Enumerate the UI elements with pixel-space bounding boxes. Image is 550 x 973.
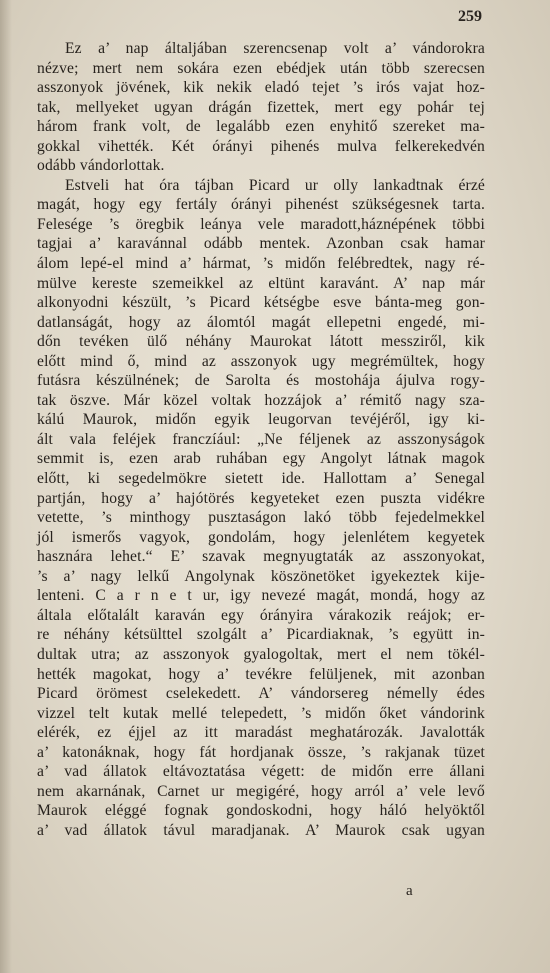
text-line: magát, hogy egy fertály órányi pihenést szükségesnek tarta. [37, 196, 485, 214]
text-line: a’ katonáknak, hogy fát hordjanak össze, ’s rakjanak tüzet [37, 743, 485, 761]
text-line: datlanságát, hogy az álomtól magát ellepetni engedé, mi- [37, 313, 485, 331]
text-line: Estveli hat óra tájban Picard ur olly lankadtnak érzé [65, 176, 485, 194]
text-line: kálú Maurok, midőn egyik leugorvan tevéjéről, igy ki- [37, 411, 485, 429]
text-line: elérék, ez éjjel az itt maradást meghatározák. Javalották [37, 724, 485, 742]
text-line: vetette, ’s minthogy pusztaságon lakó több fejedelmekkel [37, 509, 485, 527]
text-line: lenteni. C a r n e t ur, igy nevezé magát, mondá, hogy az [37, 587, 485, 605]
text-line: partján, hogy a’ hajótörés kegyeteket ezen puszta vidékre [37, 489, 485, 507]
text-line: odább vándorlottak. [37, 157, 165, 175]
body-text [37, 39, 485, 840]
text-line: dőn tevéken ülő néhány Maurokat látott messziről, kik [37, 333, 485, 351]
text-line: jól ismerős vagyok, gondolám, hogy jelenlétem kegyetek [37, 528, 485, 546]
text-line: nézve; mert nem sokára ezen ebédjek után több szerecsen [37, 59, 485, 77]
text-line: vizzel telt kutak mellé telepedett, ’s midőn őket vándorink [37, 704, 485, 722]
text-line: dultak utra; az asszonyok gyalogoltak, mert el nem tökél- [37, 645, 485, 663]
text-line: Maurok eléggé fognak gondoskodni, hogy háló helyöktől [37, 802, 485, 820]
text-line: tak öszve. Már közel voltak hozzájok a’ rémitő nagy sza- [37, 391, 485, 409]
text-line: álom lepé-el mind a’ hármat, ’s midőn felébredtek, nagy ré- [37, 255, 485, 273]
text-line: mülve kereste szemeikkel az eltünt karavánt. A’ nap már [37, 274, 485, 292]
text-line: Picard örömest cselekedett. A’ vándorsereg némelly édes [37, 685, 485, 703]
text-line: semmit is, ezen arab ruhában egy Angolyt látnak magok [37, 450, 485, 468]
text-line: általa előtalált karaván egy órányira várakozik reájok; er- [37, 606, 485, 624]
text-line: a’ vad állatok eltávoztatása végett: de midőn erre állani [37, 763, 485, 781]
text-line: Ez a’ nap általjában szerencsenap volt a’ vándorokra [65, 40, 485, 57]
text-line: nem akarnának, Carnet ur megigéré, hogy arról a’ vele levő [37, 782, 485, 800]
text-line: három frank volt, de legalább ezen enyhitő szereket ma- [37, 118, 485, 136]
text-line: tak, mellyeket ugyan drágán fizettek, mert egy pohár tej [37, 98, 485, 116]
text-line: előtt mind ő, mind az asszonyok ugy megrémültek, hogy [37, 352, 485, 370]
text-line: tagjai a’ karavánnal odább mentek. Azonban csak hamar [37, 235, 485, 253]
text-line: ált vala feléjek franczíául: „Ne féljenek az asszonyságok [37, 430, 485, 448]
text-line: asszonyok jövének, kik nekik eladó tejet ’s irós vajat hoz- [37, 79, 485, 97]
text-line: alkonyodni készült, ’s Picard kétségbe esve bánta-meg gon- [37, 294, 485, 312]
catchword: a [406, 883, 413, 899]
text-line: gokkal vihették. Két órányi pihenés mulva felkerekedvén [37, 137, 485, 155]
text-line: re néhány kétsülttel szolgált a’ Picardiaknak, ’s együtt in- [37, 626, 485, 644]
text-line: előtt, ki segedelmökre sietett ide. Hallottam a’ Senegal [37, 470, 485, 488]
text-line: hasznára lehet.“ E’ szavak megnyugtaták az asszonyokat, [37, 548, 485, 566]
text-line: hették magokat, hogy a’ tevékre felüljenek, mit azonban [37, 665, 485, 683]
page-number: 259 [458, 8, 482, 25]
text-line: ’s a’ nagy lelkű Angolynak köszönetöket igyekeztek kije- [37, 567, 485, 585]
text-line: a’ vad állatok távul maradjanak. A’ Maurok csak ugyan [37, 821, 485, 839]
text-line: futásra készülnének; de Sarolta és mostohája ájulva rogy- [37, 372, 485, 390]
page-gutter-shadow [0, 0, 12, 973]
text-line: Felesége ’s öregbik leánya vele maradott,háznépének többi [37, 215, 485, 233]
